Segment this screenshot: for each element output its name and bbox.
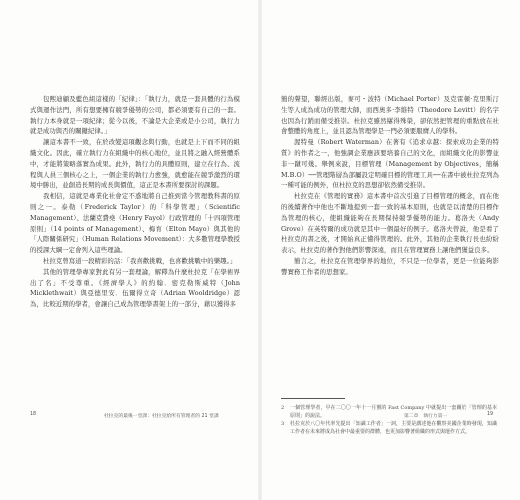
left-page	[0, 0, 259, 500]
left-page-body	[30, 94, 240, 310]
footnote-number: 3	[281, 421, 285, 427]
body-paragraph: 渥特曼（Robert Waterman）在著有《追求卓越：探索成功企業的特質》的作者之一，他強調企業應該要培養自己的文化，而組織文化的影響並非一蹴可幾。舉例來說，目標管理（Management by Objectives，簡稱 M.B.O）──管理階層為部屬設定明確目標的管理工具──在書中被杜拉克列為一種可能的例外，但杜拉克的思想卻依然備受推崇。	[281, 138, 499, 190]
running-head: 杜拉克的最後一堂課：杜拉克給所有管理者的 21 堂課	[104, 414, 219, 419]
footnote-divider	[281, 398, 345, 399]
right-page-body	[281, 94, 499, 278]
body-paragraph: 杜拉克在《管理的實務》這本書中首次引進了目標管理的概念，而在他的後續著作中他也不斷地提到一套一致的基本原則，也就是以清楚的目標作為管理的核心，使組織能夠在長期保持競爭優勢的能力。葛洛夫（Andy Grove）在英特爾的成功就是其中一個最好的例子。葛洛夫曾說，他是看了杜拉克的書之後，才開始真正懂得管理的。此外，其他的企業執行長也紛紛表示，杜拉克的著作對他們影響深遠，而且在管理實務上讓他們獲益良多。	[281, 192, 499, 255]
footnotes	[281, 404, 497, 436]
footnote-number: 2	[281, 405, 285, 411]
footnote	[281, 420, 497, 436]
body-paragraph: 簡的聲望，聯經出版，麥可・波特（Michael Porter）及克雷頓·克里斯汀生等人成為成功的管理大師，而西奧多·李維特（Theodore Levitt）的名字也因為行銷而備受推崇。杜拉克雖然屢得殊榮，卻依然把管理的重點放在社會整體的角度上，並且認為管理學是一門必須要服膺人的學科。	[281, 95, 499, 136]
page-number: 19	[487, 412, 494, 417]
footnote-text: 一個管理學者，早在二〇〇一年十一月號的 Fast Company 中就提出一套關於「管理的基本原則」的說法。	[290, 405, 497, 419]
right-page	[261, 0, 520, 500]
body-paragraph: 其他的管理學專家對此有另一套理論，解釋為什麼杜拉克「在學術界出了名」不受尊重。《經濟學人》的約翰．密克勒斯威特（John Micklethwait）與亞德里安．伍爾得立奇（Adrian Wooldridge）認為，比較近期的學者，會讓自己成為管理學書架上的一部分，藉以獲得多	[30, 267, 240, 309]
body-paragraph: 讓這本書不一致，在於改變這項觀念與行動，也就是上下而不同的組織文化。因此，確立執行力在組織中的核心地位，並且將之融入經營體系中，才能將策略落實為成果。此外，執行力的具體原則，建立在行為、流程與人員三個核心之上，一個企業的執行力愈強，就愈能在競爭激烈的環境中勝出，並創造長期的成長與價值，這正是本書所要探討的課題。	[30, 138, 240, 190]
page-number: 18	[30, 412, 37, 417]
footnote	[281, 404, 497, 420]
body-paragraph: 包熙迪顧及藍色組這樣的「紀律」：「執行力，就是一套具體的行為模式與運作法門，所有想要擁有競爭優勢的公司，都必須要有自己的一套。執行力本身就是一項紀律；從今以後，不論是大企業或是小公司，執行力就是成功與否的關鍵紀律。」	[30, 95, 240, 136]
body-paragraph: 我相信，這就是專業化社會定不惑地將自己推到當今管理教科書的原則之一。泰勒（Frederick Taylor）的「科學管理」（Scientific Management）、法蘭克費堯（Henry Fayol）行政管理的「十四項管理原則」（14 points of Management）、梅育（Elton Mayo）與其他的「人際關係研究」（Human Relations Movement）：大多數管理學教授的授課大綱一定會列入這些理論。	[30, 192, 240, 255]
body-paragraph: 杜拉克曾寫道一段精彩的話：「我喜歡挑戰，也喜歡挑戰中的樂趣。」	[43, 256, 237, 265]
body-paragraph: 簡言之，杜拉克在管理學界的地位，不只是一位學者，更是一位能夠影響實務工作者的思想家。	[281, 256, 499, 276]
running-head: 第二章 執行力第一	[404, 414, 448, 419]
footnote-text: 杜拉克於八〇年代率先提出「知識工作者」一詞，主要是講述他在觀察美國企業時發現，知識工作者在未來將成為社會中最重要的群體，也更加影響著組織的形式與運作方式。	[290, 421, 497, 435]
